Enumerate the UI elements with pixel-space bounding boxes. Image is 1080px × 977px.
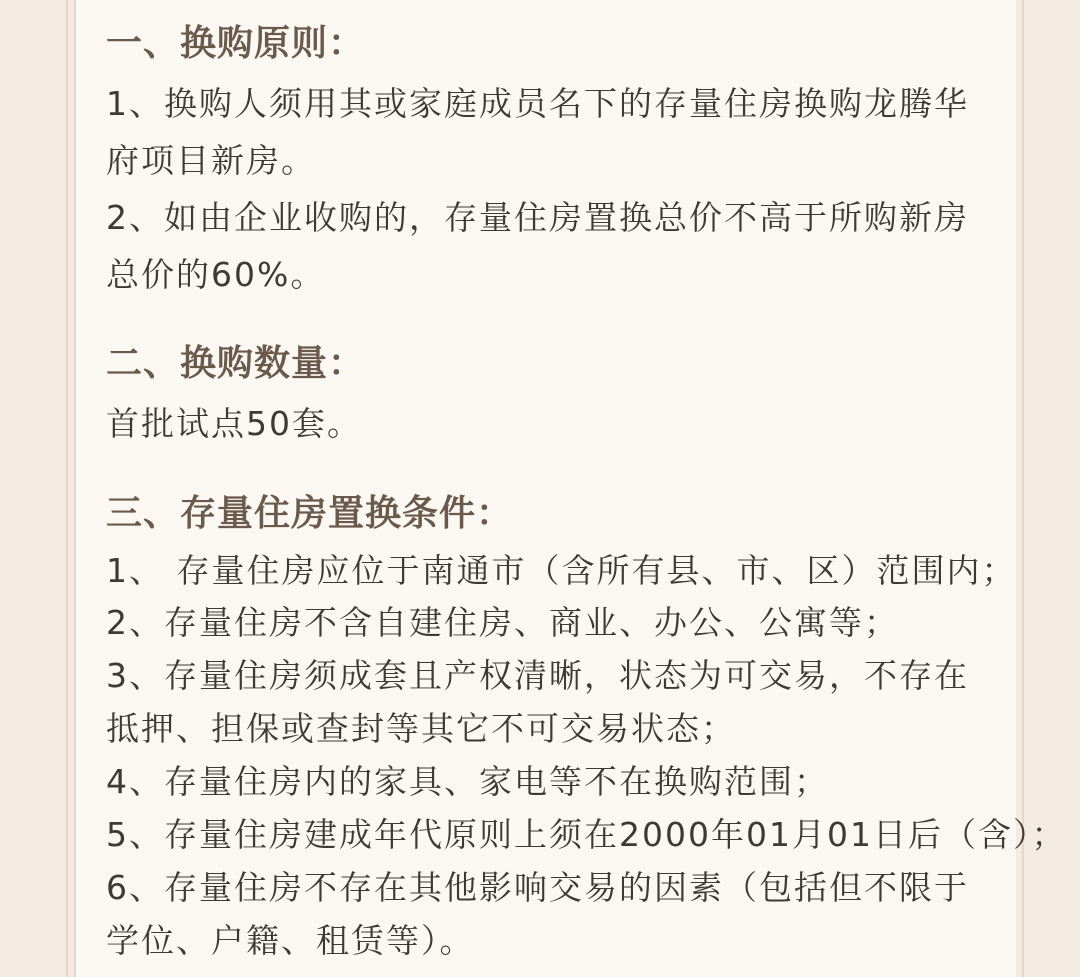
- condition-line-5: 4、存量住房内的家具、家电等不在换购范围；: [106, 762, 829, 801]
- principle-line-3: 2、如由企业收购的，存量住房置换总价不高于所购新房: [106, 198, 969, 237]
- quantity-line-1: 首批试点50套。: [106, 404, 362, 443]
- section-heading-conditions: 三、存量住房置换条件：: [106, 493, 514, 534]
- condition-line-1: 1、 存量住房应位于南通市（含所有县、市、区）范围内；: [106, 551, 1017, 590]
- principle-line-4: 总价的60%。: [106, 255, 326, 294]
- principle-line-2: 府项目新房。: [106, 141, 316, 180]
- section-heading-principles: 一、换购原则：: [106, 23, 366, 64]
- principle-line-1: 1、换购人须用其或家庭成员名下的存量住房换购龙腾华: [106, 84, 969, 123]
- condition-line-3: 3、存量住房须成套且产权清晰，状态为可交易，不存在: [106, 656, 969, 695]
- condition-line-4: 抵押、担保或查封等其它不可交易状态；: [106, 709, 736, 748]
- condition-line-8: 学位、户籍、租赁等）。: [106, 921, 475, 960]
- condition-line-7: 6、存量住房不存在其他影响交易的因素（包括但不限于: [106, 868, 969, 907]
- condition-line-6: 5、存量住房建成年代原则上须在2000年01月01日后（含）；: [106, 815, 1067, 854]
- condition-line-2: 2、存量住房不含自建住房、商业、办公、公寓等；: [106, 603, 899, 642]
- left-frame-border: [66, 0, 76, 977]
- section-heading-quantity: 二、换购数量：: [106, 343, 366, 384]
